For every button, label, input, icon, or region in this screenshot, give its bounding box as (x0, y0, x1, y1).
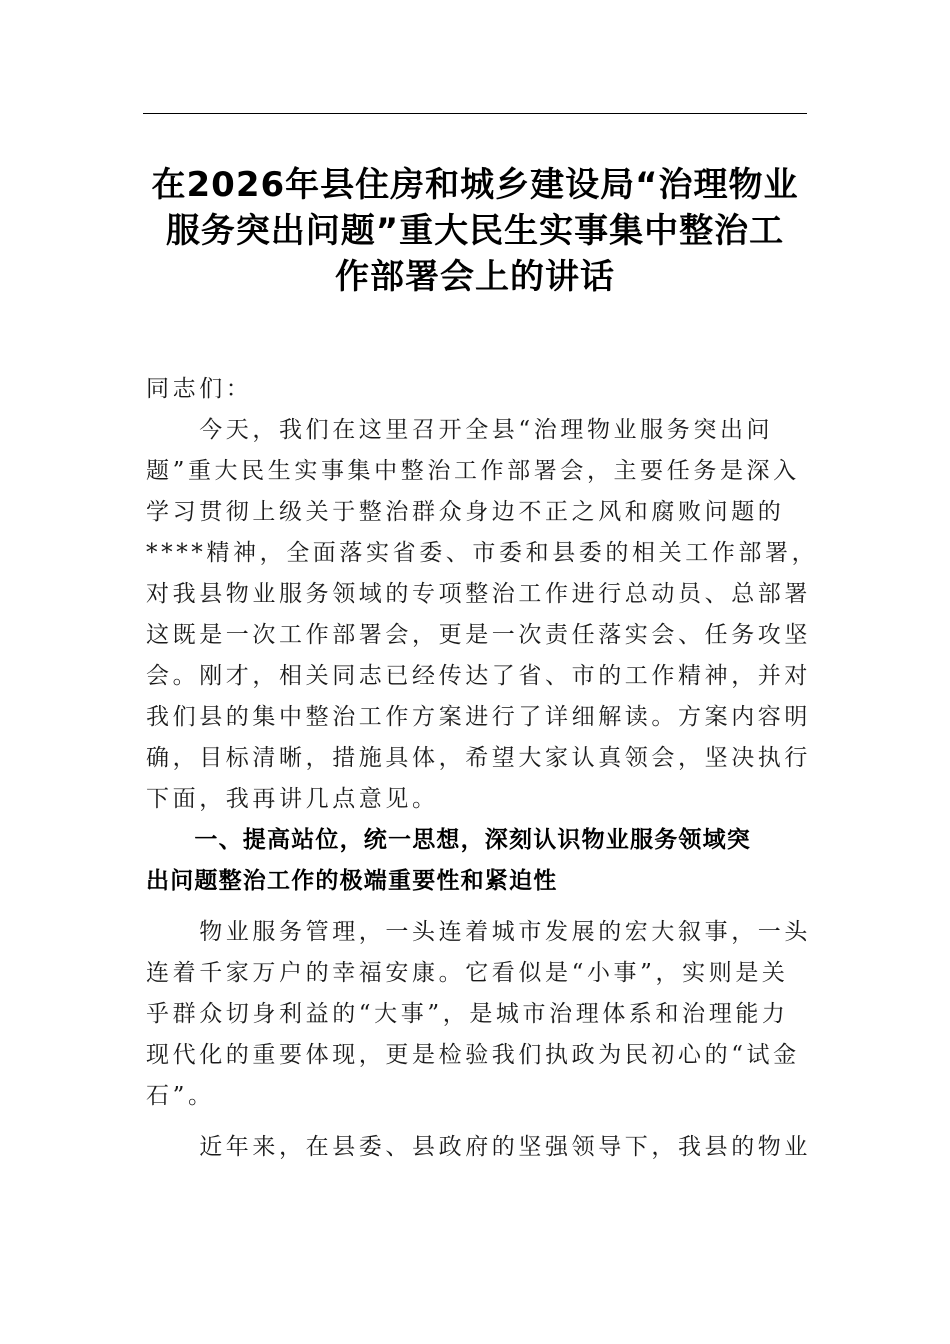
document-title (143, 162, 807, 300)
paragraph-property-service (146, 912, 810, 1117)
salutation: 同志们： (146, 376, 253, 402)
paragraph-recent-years (146, 1127, 810, 1168)
text-line: 对我县物业服务领域的专项整治工作进行总动员、总部署 (146, 581, 811, 607)
text-line: 题”重大民生实事集中整治工作部署会，主要任务是深入 (146, 458, 800, 484)
title-line: 作部署会上的讲话 (335, 257, 615, 297)
text-line: 确，目标清晰，措施具体，希望大家认真领会，坚决执行 (146, 745, 811, 771)
text-line: 现代化的重要体现，更是检验我们执政为民初心的“试金 (146, 1042, 800, 1068)
text-line: 这既是一次工作部署会，更是一次责任落实会、任务攻坚 (146, 622, 811, 648)
title-line: 在2026年县住房和城乡建设局“治理物业 (151, 165, 799, 205)
text-line: 会。刚才，相关同志已经传达了省、市的工作精神，并对 (146, 663, 811, 689)
text-line: 学习贯彻上级关于整治群众身边不正之风和腐败问题的 (146, 499, 785, 525)
text-line: 近年来，在县委、县政府的坚强领导下，我县的物业 (146, 1134, 811, 1160)
text-line: 今天，我们在这里召开全县“治理物业服务突出问 (146, 417, 774, 443)
heading-line: 一、提高站位，统一思想，深刻认识物业服务领域突 (146, 827, 751, 853)
text-line: 石”。 (146, 1083, 215, 1109)
text-line: 物业服务管理，一头连着城市发展的宏大叙事，一头 (146, 919, 811, 945)
heading-line: 出问题整治工作的极端重要性和紧迫性 (146, 868, 558, 894)
text-line: 连着千家万户的幸福安康。它看似是“小事”，实则是关 (146, 960, 789, 986)
header-rule (143, 113, 807, 114)
document-body (146, 369, 819, 1168)
text-line: ****精神，全面落实省委、市委和县委的相关工作部署， (146, 540, 819, 566)
text-line: 我们县的集中整治工作方案进行了详细解读。方案内容明 (146, 704, 811, 730)
section-heading-1 (146, 820, 810, 902)
title-line: 服务突出问题”重大民生实事集中整治工 (165, 211, 785, 251)
text-line: 乎群众切身利益的“大事”，是城市治理体系和治理能力 (146, 1001, 789, 1027)
text-line: 下面，我再讲几点意见。 (146, 786, 439, 812)
paragraph-intro (146, 410, 819, 820)
